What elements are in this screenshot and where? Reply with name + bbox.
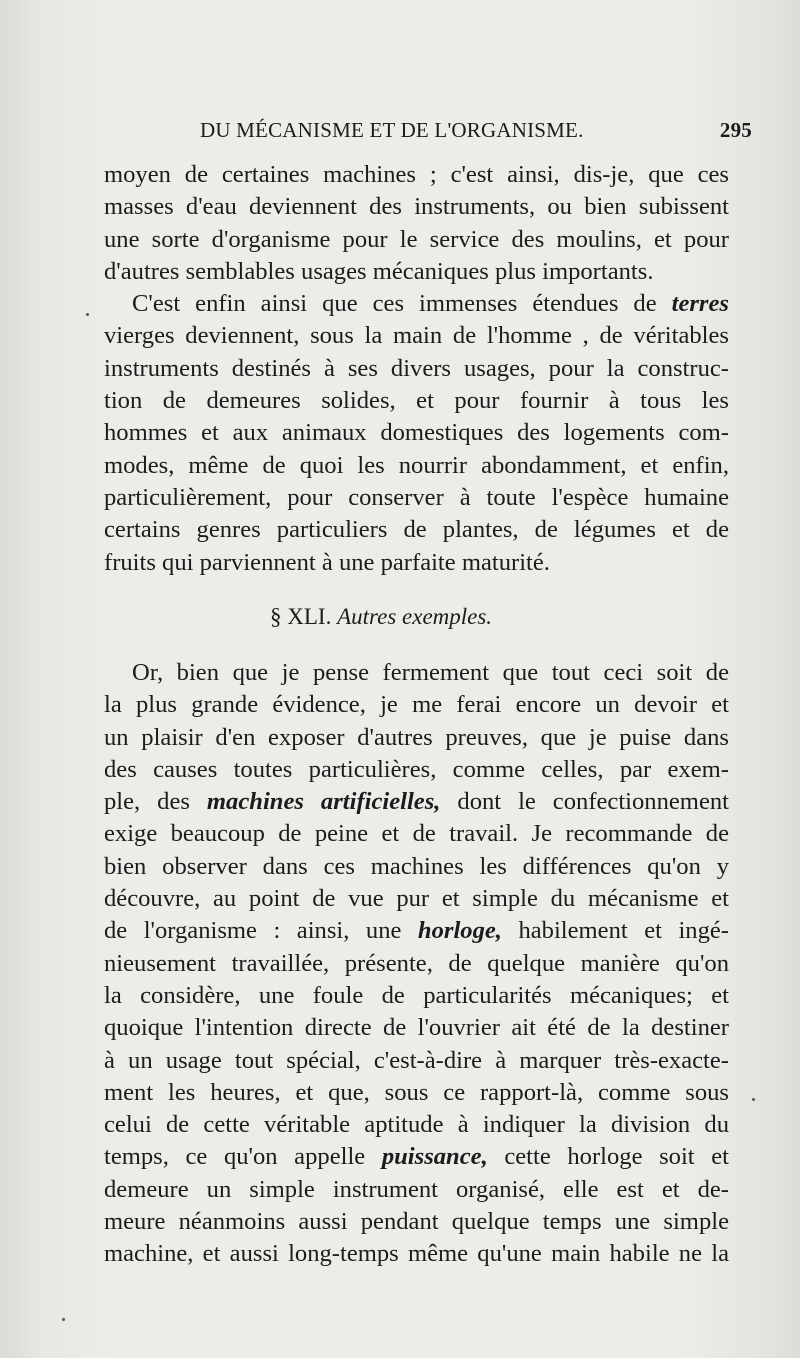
italic-term: terres xyxy=(671,290,729,318)
paper-speck xyxy=(62,1318,65,1321)
text-line: C'est enfin ainsi que ces immenses étendues de terres xyxy=(132,290,729,318)
section-number: § XLI. xyxy=(270,604,332,629)
running-title: DU MÉCANISME ET DE L'ORGANISME. xyxy=(200,118,584,142)
text-line: bien observer dans ces machines les différences qu'on y xyxy=(104,852,729,880)
italic-term: machines artificielles, xyxy=(206,788,441,816)
paper-speck xyxy=(752,1098,755,1101)
section-heading xyxy=(270,604,492,630)
text-line: masses d'eau deviennent des instruments, ou bien subissent xyxy=(104,193,729,221)
text-line: modes, même de quoi les nourrir abondamment, et enfin, xyxy=(104,451,729,479)
text-line: fruits qui parviennent à une parfaite maturité. xyxy=(104,548,550,576)
text-line: machine, et aussi long-temps même qu'une main habile ne la xyxy=(104,1240,729,1268)
text-line: de l'organisme : ainsi, une horloge, habilement et ingé- xyxy=(104,917,729,945)
text-line: découvre, au point de vue pur et simple du mécanisme et xyxy=(104,885,729,913)
page-number: 295 xyxy=(719,118,752,142)
running-header xyxy=(200,118,752,148)
text-line: hommes et aux animaux domestiques des logements com- xyxy=(104,419,729,447)
text-line: tion de demeures solides, et pour fournir à tous les xyxy=(104,387,729,415)
text-line: vierges deviennent, sous la main de l'homme , de véritables xyxy=(104,322,729,350)
italic-term: puissance, xyxy=(381,1143,488,1171)
text-line: instruments destinés à ses divers usages, pour la construc- xyxy=(104,354,729,382)
body-text-bottom xyxy=(104,657,729,1271)
text-line: celui de cette véritable aptitude à indiquer la division du xyxy=(104,1111,729,1139)
text-line: d'autres semblables usages mécaniques plus importants. xyxy=(104,257,654,285)
italic-term: horloge, xyxy=(417,917,502,945)
text-line: particulièrement, pour conserver à toute l'espèce humaine xyxy=(104,483,729,511)
text-line: la plus grande évidence, je me ferai encore un devoir et xyxy=(104,691,729,719)
text-line: à un usage tout spécial, c'est-à-dire à marquer très-exacte- xyxy=(104,1046,729,1074)
paper-speck xyxy=(86,313,89,316)
text-line: ment les heures, et que, sous ce rapport-là, comme sous xyxy=(104,1078,729,1106)
text-line: la considère, une foule de particularités mécaniques; et xyxy=(104,981,729,1009)
text-line: meure néanmoins aussi pendant quelque temps une simple xyxy=(104,1208,729,1236)
text-line: temps, ce qu'on appelle puissance, cette horloge soit et xyxy=(104,1143,729,1171)
text-line: une sorte d'organisme pour le service des moulins, et pour xyxy=(104,225,729,253)
text-line: Or, bien que je pense fermement que tout ceci soit de xyxy=(132,659,729,686)
text-line: certains genres particuliers de plantes, de légumes et de xyxy=(104,516,729,544)
text-line: ple, des machines artificielles, dont le confectionnement xyxy=(104,788,729,816)
text-line: quoique l'intention directe de l'ouvrier ait été de la destiner xyxy=(104,1014,729,1042)
text-line: des causes toutes particulières, comme celles, par exem- xyxy=(104,755,729,783)
section-title: Autres exemples. xyxy=(337,604,493,629)
text-line: moyen de certaines machines ; c'est ainsi, dis-je, que ces xyxy=(104,161,729,188)
body-text-top xyxy=(104,159,729,579)
text-line: demeure un simple instrument organisé, elle est et de- xyxy=(104,1175,729,1203)
text-line: nieusement travaillée, présente, de quelque manière qu'on xyxy=(104,949,729,977)
text-line: exige beaucoup de peine et de travail. Je recommande de xyxy=(104,820,729,848)
text-line: un plaisir d'en exposer d'autres preuves, que je puise dans xyxy=(104,723,729,751)
